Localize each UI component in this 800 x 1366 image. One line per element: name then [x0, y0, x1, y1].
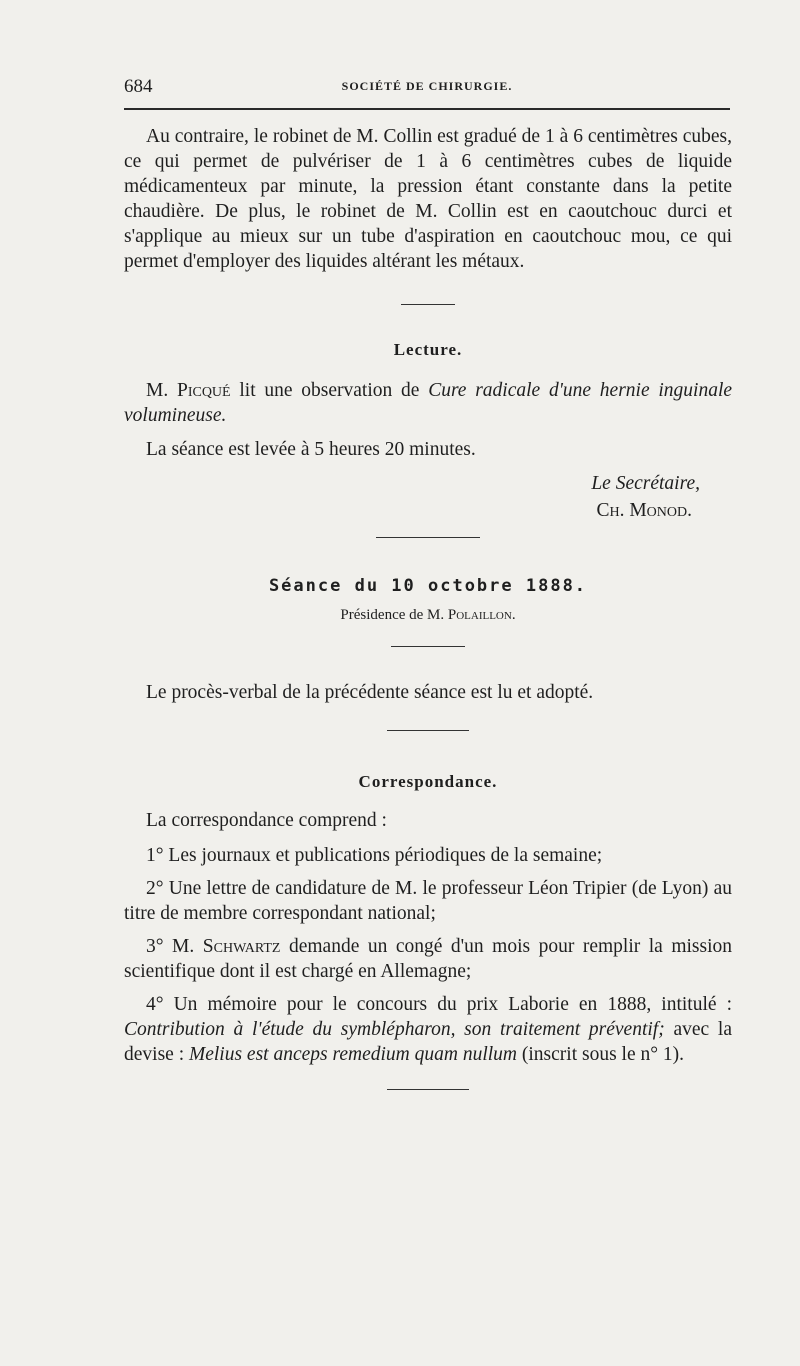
page-header [124, 76, 730, 100]
paragraph-collin: Au contraire, le robinet de M. Collin est gradué de 1 à 6 centimètres cubes, ce qui permet de pulvériser de 1 à 6 centimètres cubes de liquide médicamenteux par minute, la pression étant constante dans la petite chaudière. De plus, le robinet de M. Collin est en caoutchouc durci et s'applique au mieux sur un tube d'aspiration en caoutchouc mou, ce qui permet d'employer des liquides altérant les métaux. [124, 126, 732, 272]
item4-mid: avec la devise : [124, 1019, 732, 1065]
paragraph-minutes: Le procès-verbal de la précédente séance est lu et adopté. [146, 682, 594, 703]
separator-rule [401, 304, 455, 305]
list-item: 2° Une lettre de candidature de M. le professeur Léon Tripier (de Lyon) au titre de membre correspondant national; [124, 878, 732, 924]
separator-rule [376, 537, 480, 538]
separator-rule [391, 646, 465, 647]
presidence-prefix: Présidence de M. [340, 607, 445, 623]
observation-title: Cure radicale d'une hernie inguinale volumineuse. [124, 380, 733, 426]
item4-motto: Melius est anceps remedium quam nullum [188, 1044, 517, 1065]
session-presidence [124, 603, 732, 628]
header-rule [124, 108, 730, 110]
item4-prefix: 4° Un mémoire pour le concours du prix Laborie en 1888, intitulé : [146, 994, 732, 1015]
signature-name: Ch. Monod. [596, 500, 692, 521]
paragraph-closing: La séance est levée à 5 heures 20 minutes. [146, 439, 476, 460]
paragraph-lecture [124, 378, 732, 428]
separator-rule [387, 730, 469, 731]
paragraph-correspondance-intro: La correspondance comprend : [146, 810, 387, 831]
signature-role: Le Secrétaire, [591, 473, 700, 494]
item3-name: Schwartz [202, 936, 281, 957]
separator-rule [387, 1089, 469, 1090]
lecture-verb: lit une observation de [239, 380, 420, 401]
president-name: Polaillon. [447, 607, 516, 623]
list-item [124, 992, 732, 1067]
list-item [124, 934, 732, 984]
list-item: 1° Les journaux et publications périodiques de la semaine; [146, 845, 603, 866]
page-body [124, 124, 732, 1090]
item4-end: (inscrit sous le n° 1). [521, 1044, 685, 1065]
item4-title: Contribution à l'étude du symblépharon, son traitement préventif; [124, 1019, 665, 1040]
session-title: Séance du 10 octobre 1888. [268, 576, 588, 596]
item3-prefix: 3° M. [146, 936, 195, 957]
running-head: SOCIÉTÉ DE CHIRURGIE. [341, 79, 513, 93]
section-heading-correspondance: Correspondance. [358, 772, 498, 791]
item3-rest: demande un congé d'un mois pour remplir la mission scientifique dont il est chargé en Allemagne; [124, 936, 733, 982]
speaker-name: M. Picqué [146, 380, 231, 401]
section-heading-lecture: Lecture. [393, 340, 463, 359]
page-number: 684 [124, 76, 153, 97]
